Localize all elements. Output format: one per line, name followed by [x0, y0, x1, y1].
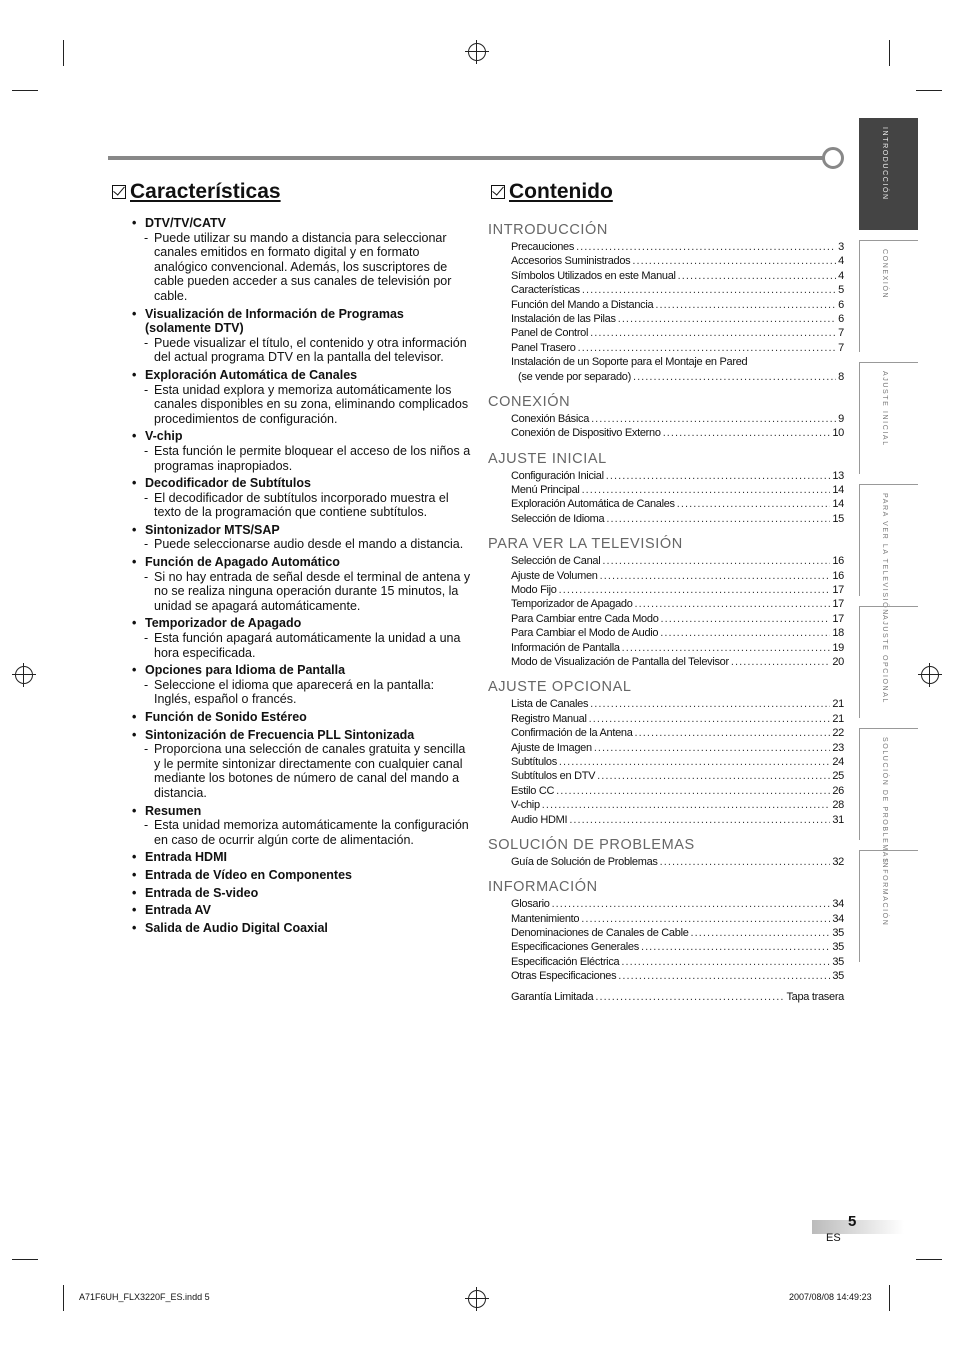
feature-item: [128, 804, 473, 848]
feature-title: • Salida de Audio Digital Coaxial: [128, 921, 473, 936]
toc-entry-page: 3: [838, 241, 844, 253]
toc-leader-dots: [559, 583, 831, 597]
toc-entry-label: Temporizador de Apagado: [511, 598, 633, 611]
feature-item: [128, 368, 473, 426]
contents-heading: [491, 180, 613, 204]
toc-entry[interactable]: [488, 283, 844, 297]
feature-item: [128, 886, 473, 901]
tab-label: INTRODUCCIÓN: [881, 127, 888, 201]
toc-entry-page: 23: [832, 741, 844, 754]
toc-entry[interactable]: [488, 912, 844, 926]
tab-conexion[interactable]: [859, 240, 918, 352]
feature-item: [128, 555, 473, 613]
language-code: ES: [826, 1232, 841, 1244]
toc-list: [488, 855, 844, 869]
toc-entry-page: 4: [838, 269, 844, 282]
toc-entry[interactable]: [488, 554, 844, 568]
toc-entry[interactable]: [488, 784, 844, 798]
toc-section-heading: INFORMACIÓN: [488, 879, 598, 896]
feature-description: - Puede utilizar su mando a distancia para seleccionar canales emitidos en formato digital y en formato analógico convencional. Además, los suscriptores de cable pueden acceder a sus canales de televisión por cable.: [128, 231, 473, 304]
toc-entry-page: 16: [832, 569, 844, 582]
toc-leader-dots: [552, 897, 831, 911]
toc-entry[interactable]: [488, 412, 844, 426]
feature-item: [128, 868, 473, 883]
feature-item: [128, 710, 473, 725]
toc-entry-page: 26: [832, 784, 844, 797]
toc-entry-label: Información de Pantalla: [511, 641, 620, 654]
feature-title: • V-chip: [128, 429, 473, 444]
toc-leader-dots: [582, 283, 836, 297]
toc-entry-label: Confirmación de la Antena: [511, 727, 633, 740]
toc-entry-label: Registro Manual: [511, 712, 587, 725]
toc-entry[interactable]: [488, 569, 844, 583]
toc-leader-dots: [660, 626, 830, 640]
tab-introduccion[interactable]: [859, 118, 918, 230]
feature-item: [128, 728, 473, 801]
toc-leader-dots: [661, 612, 831, 626]
toc-entry-label: Ajuste de Imagen: [511, 741, 592, 754]
toc-leader-dots: [602, 554, 830, 568]
toc-entry[interactable]: [488, 926, 844, 940]
toc-entry[interactable]: [488, 969, 844, 983]
toc-entry-label: Glosario: [511, 898, 550, 911]
tab-informacion[interactable]: [859, 850, 918, 962]
toc-entry-label: Símbolos Utilizados en este Manual: [511, 269, 676, 282]
toc-entry-page: 14: [832, 498, 844, 511]
toc-entry-label: Instalación de un Soporte para el Montaje en Pared: [511, 356, 748, 369]
toc-entry[interactable]: [488, 355, 844, 369]
toc-leader-dots: [581, 912, 830, 926]
feature-title: • Función de Apagado Automático: [128, 555, 473, 570]
toc-entry-page: 6: [838, 298, 844, 311]
feature-title: • Entrada HDMI: [128, 850, 473, 865]
feature-title: • Entrada AV: [128, 903, 473, 918]
tab-ajuste-opcional[interactable]: [859, 606, 918, 718]
toc-entry-page: 21: [832, 712, 844, 725]
crop-mark: [63, 40, 64, 66]
feature-title: • Resumen: [128, 804, 473, 819]
toc-entry-page: 25: [832, 770, 844, 783]
toc-leader-dots: [618, 969, 830, 983]
toc-entry-label: Estilo CC: [511, 784, 555, 797]
toc-entry-page: 34: [832, 898, 844, 911]
toc-entry[interactable]: [488, 426, 844, 440]
toc-entry-page: 8: [838, 370, 844, 383]
toc-leader-dots: [660, 855, 831, 869]
toc-entry[interactable]: [488, 641, 844, 655]
toc-entry-page: 16: [832, 555, 844, 568]
toc-entry[interactable]: [488, 612, 844, 626]
toc-entry[interactable]: [488, 626, 844, 640]
footer-date: 2007/08/08 14:49:23: [789, 1292, 872, 1302]
toc-entry-label: Modo Fijo: [511, 584, 557, 597]
toc-list: [488, 240, 844, 384]
toc-entry-label: Precauciones: [511, 241, 575, 253]
toc-leader-dots: [589, 712, 831, 726]
toc-entry-label: Exploración Automática de Canales: [511, 498, 675, 511]
toc-entry-label: Garantía Limitada: [511, 990, 594, 1003]
toc-entry-label: Configuración Inicial: [511, 469, 604, 482]
toc-entry-page: 13: [832, 469, 844, 482]
registration-mark-icon: [468, 1290, 486, 1308]
toc-entry[interactable]: [488, 990, 844, 1004]
feature-item: [128, 903, 473, 918]
toc-entry[interactable]: [488, 341, 844, 355]
toc-entry-label: Guía de Solución de Problemas: [511, 855, 658, 868]
feature-title: • Opciones para Idioma de Pantalla: [128, 663, 473, 678]
toc-entry-label: Panel Trasero: [511, 341, 576, 354]
toc-section-heading: PARA VER LA TELEVISIÓN: [488, 536, 683, 553]
toc-entry-page: 18: [832, 627, 844, 640]
toc-entry-label: Instalación de las Pilas: [511, 312, 616, 325]
toc-list: [488, 897, 844, 1004]
tab-label: INFORMACIÓN: [881, 859, 888, 927]
toc-entry-label: Modo de Visualización de Pantalla del Televisor: [511, 655, 729, 668]
toc-entry-page: 34: [832, 912, 844, 925]
feature-item: [128, 850, 473, 865]
toc-entry[interactable]: [488, 798, 844, 812]
toc-list: [488, 469, 844, 527]
toc-entry-page: 10: [832, 427, 844, 440]
toc-entry-label: Función del Mando a Distancia: [511, 298, 654, 311]
toc-entry-page: 19: [832, 641, 844, 654]
toc-entry[interactable]: [488, 940, 844, 954]
tab-label: SOLUCIÓN DE PROBLEMAS: [881, 737, 888, 865]
header-rule: [108, 156, 828, 160]
toc-entry-page: 21: [832, 698, 844, 711]
toc-entry-label: Denominaciones de Canales de Cable: [511, 927, 689, 940]
toc-entry-page: 5: [838, 284, 844, 297]
toc-entry-page: 15: [832, 512, 844, 525]
feature-item: [128, 616, 473, 660]
toc-entry-label: Otras Especificaciones: [511, 970, 617, 983]
toc-entry-page: 17: [832, 598, 844, 611]
toc-entry-page: Tapa trasera: [786, 990, 844, 1003]
toc-leader-dots: [597, 769, 830, 783]
toc-entry[interactable]: [488, 897, 844, 911]
toc-list: [488, 697, 844, 827]
feature-description: - Esta unidad memoriza automáticamente la configuración en caso de ocurrir algún corte de alimentación.: [128, 818, 473, 847]
crop-mark: [916, 1259, 942, 1260]
feature-description: - El decodificador de subtítulos incorporado muestra el texto de la programación que contiene subtítulos.: [128, 491, 473, 520]
tab-solucion-de-problemas[interactable]: [859, 728, 918, 865]
toc-entry-page: 32: [832, 855, 844, 868]
toc-entry-label: Conexión Básica: [511, 412, 590, 425]
feature-title: • Visualización de Información de Programas (solamente DTV): [128, 307, 473, 336]
crop-mark: [889, 40, 890, 66]
toc-entry[interactable]: [488, 370, 844, 384]
toc-entry-page: 14: [832, 484, 844, 497]
side-tabs: [859, 118, 918, 972]
features-title: Características: [130, 180, 281, 203]
toc-leader-dots: [591, 412, 836, 426]
feature-title: • Entrada de Vídeo en Componentes: [128, 868, 473, 883]
toc-section-heading: SOLUCIÓN DE PROBLEMAS: [488, 836, 695, 853]
toc-entry-label: Características: [511, 284, 580, 297]
toc-entry-page: 6: [838, 312, 844, 325]
toc-entry-label: Subtítulos: [511, 755, 557, 768]
toc-leader-dots: [569, 813, 830, 827]
registration-mark-icon: [15, 666, 33, 684]
toc-entry[interactable]: [488, 254, 844, 268]
feature-item: [128, 307, 473, 365]
toc-entry[interactable]: [488, 769, 844, 783]
toc-leader-dots: [678, 269, 837, 283]
feature-item: [128, 429, 473, 473]
toc-entry[interactable]: [488, 240, 844, 254]
feature-title: • Función de Sonido Estéreo: [128, 710, 473, 725]
feature-title: • Entrada de S-video: [128, 886, 473, 901]
toc-entry[interactable]: [488, 813, 844, 827]
toc-entry-page: 31: [832, 813, 844, 826]
toc-entry-page: 7: [838, 341, 844, 354]
feature-description: - Seleccione el idioma que aparecerá en la pantalla: Inglés, español o francés.: [128, 678, 473, 707]
toc-entry[interactable]: [488, 469, 844, 483]
toc-leader-dots: [677, 497, 831, 511]
toc-entry-page: 22: [832, 727, 844, 740]
feature-title: • Sintonización de Frecuencia PLL Sintonizada: [128, 728, 473, 743]
toc-entry-label: Lista de Canales: [511, 698, 589, 711]
toc-leader-dots: [582, 483, 831, 497]
toc-leader-dots: [606, 512, 830, 526]
toc-entry-label: Mantenimiento: [511, 912, 580, 925]
toc-entry-label: V-chip: [511, 799, 540, 812]
toc-entry[interactable]: [488, 741, 844, 755]
tab-label: CONEXIÓN: [881, 249, 888, 300]
toc-leader-dots: [590, 326, 836, 340]
toc-entry[interactable]: [488, 755, 844, 769]
checkbox-icon: [491, 185, 505, 199]
crop-mark: [916, 90, 942, 91]
tab-label: AJUSTE OPCIONAL: [881, 615, 888, 704]
toc-leader-dots: [542, 798, 831, 812]
toc-entry-label: Selección de Canal: [511, 555, 601, 568]
feature-description: - Esta función le permite bloquear el acceso de los niños a programas inapropiados.: [128, 444, 473, 473]
features-heading: [112, 180, 281, 204]
feature-description: - Esta unidad explora y memoriza automáticamente los canales disponibles en su zona, eliminando complicados procedimientos de configuración.: [128, 383, 473, 427]
toc-entry[interactable]: [488, 497, 844, 511]
toc-list: [488, 554, 844, 669]
crop-mark: [889, 1285, 890, 1311]
toc-entry[interactable]: [488, 726, 844, 740]
toc-entry-label: Panel de Control: [511, 327, 589, 340]
feature-description: - Si no hay entrada de señal desde el terminal de antena y no se realiza ninguna operación durante 15 minutos, la unidad se apagará automáticamente.: [128, 570, 473, 614]
contents-title: Contenido: [509, 180, 613, 203]
toc-entry-page: 20: [832, 655, 844, 668]
toc-leader-dots: [576, 240, 836, 254]
crop-mark: [12, 1259, 38, 1260]
checkbox-icon: [112, 185, 126, 199]
toc-entry[interactable]: [488, 512, 844, 526]
toc-leader-dots: [663, 426, 831, 440]
toc-entry[interactable]: [488, 597, 844, 611]
feature-description: - Puede seleccionarse audio desde el mando a distancia.: [128, 537, 473, 552]
toc-entry-label: Ajuste de Volumen: [511, 569, 598, 582]
table-of-contents: [488, 220, 844, 1012]
toc-leader-dots: [556, 784, 830, 798]
toc-entry-label: Para Cambiar el Modo de Audio: [511, 627, 659, 640]
toc-leader-dots: [633, 370, 836, 384]
toc-entry-page: 35: [832, 970, 844, 983]
toc-entry[interactable]: [488, 583, 844, 597]
toc-entry-label: Conexión de Dispositivo Externo: [511, 427, 661, 440]
feature-title: • Sintonizador MTS/SAP: [128, 523, 473, 538]
features-list: [128, 216, 473, 938]
toc-entry-page: 17: [832, 584, 844, 597]
toc-list: [488, 412, 844, 441]
toc-entry-page: 17: [832, 612, 844, 625]
toc-entry-label: Especificaciones Generales: [511, 941, 639, 954]
toc-entry[interactable]: [488, 483, 844, 497]
toc-entry-label: Accesorios Suministrados: [511, 255, 631, 268]
toc-entry-label: Audio HDMI: [511, 813, 568, 826]
tab-ajuste-inicial[interactable]: [859, 362, 918, 474]
toc-entry-label: (se vende por separado): [518, 370, 631, 383]
toc-entry-label: Para Cambiar entre Cada Modo: [511, 612, 659, 625]
registration-mark-icon: [468, 43, 486, 61]
toc-leader-dots: [590, 697, 830, 711]
toc-entry-page: 24: [832, 755, 844, 768]
toc-leader-dots: [618, 312, 836, 326]
feature-item: [128, 523, 473, 552]
footer-file: A71F6UH_FLX3220F_ES.indd 5: [79, 1292, 210, 1302]
feature-item: [128, 921, 473, 936]
feature-item: [128, 663, 473, 707]
toc-entry[interactable]: [488, 312, 844, 326]
toc-section-heading: INTRODUCCIÓN: [488, 222, 608, 238]
toc-leader-dots: [578, 341, 837, 355]
toc-leader-dots: [595, 990, 784, 1004]
toc-entry-page: 9: [838, 412, 844, 425]
feature-description: - Proporciona una selección de canales gratuita y sencilla y le permite sintonizar directamente con cualquier canal mediante los botones de número de canal del mando a distancia.: [128, 742, 473, 800]
feature-description: - Puede visualizar el título, el contenido y otra información del actual programa DTV en la pantalla del televisor.: [128, 336, 473, 365]
toc-entry-page: 28: [832, 799, 844, 812]
toc-leader-dots: [559, 755, 830, 769]
toc-entry-label: Subtítulos en DTV: [511, 770, 596, 783]
toc-section-heading: AJUSTE OPCIONAL: [488, 679, 632, 696]
toc-leader-dots: [600, 569, 831, 583]
toc-entry[interactable]: [488, 697, 844, 711]
toc-entry[interactable]: [488, 326, 844, 340]
registration-mark-icon: [921, 666, 939, 684]
feature-item: [128, 216, 473, 304]
crop-mark: [63, 1285, 64, 1311]
toc-leader-dots: [641, 940, 830, 954]
toc-leader-dots: [655, 298, 836, 312]
crop-mark: [12, 90, 38, 91]
feature-description: - Esta función apagará automáticamente la unidad a una hora especificada.: [128, 631, 473, 660]
toc-entry-page: 4: [838, 255, 844, 268]
tab-para-ver-la-television[interactable]: [859, 484, 918, 616]
header-circle-icon: [822, 147, 844, 169]
toc-entry[interactable]: [488, 298, 844, 312]
feature-title: • Temporizador de Apagado: [128, 616, 473, 631]
toc-entry[interactable]: [488, 655, 844, 669]
toc-section-heading: AJUSTE INICIAL: [488, 450, 607, 467]
toc-entry-page: 7: [838, 327, 844, 340]
toc-entry[interactable]: [488, 269, 844, 283]
toc-leader-dots: [622, 641, 831, 655]
toc-entry[interactable]: [488, 855, 844, 869]
toc-entry-label: Menú Principal: [511, 484, 580, 497]
toc-leader-dots: [606, 469, 831, 483]
toc-entry[interactable]: [488, 955, 844, 969]
toc-leader-dots: [691, 926, 831, 940]
feature-item: [128, 476, 473, 520]
toc-entry-label: Especificación Eléctrica: [511, 955, 620, 968]
tab-label: PARA VER LA TELEVISIÓN: [881, 493, 888, 616]
tab-label: AJUSTE INICIAL: [881, 371, 888, 447]
toc-leader-dots: [635, 726, 831, 740]
toc-leader-dots: [621, 955, 830, 969]
toc-leader-dots: [635, 597, 831, 611]
toc-entry-page: 35: [832, 941, 844, 954]
toc-entry-label: Selección de Idioma: [511, 512, 605, 525]
toc-leader-dots: [632, 254, 836, 268]
toc-entry-page: 35: [832, 927, 844, 940]
page-number: 5: [848, 1213, 857, 1230]
toc-leader-dots: [594, 741, 831, 755]
toc-entry[interactable]: [488, 712, 844, 726]
toc-section-heading: CONEXIÓN: [488, 393, 571, 410]
toc-leader-dots: [731, 655, 830, 669]
feature-title: • Exploración Automática de Canales: [128, 368, 473, 383]
feature-title: • Decodificador de Subtítulos: [128, 476, 473, 491]
toc-entry-page: 35: [832, 955, 844, 968]
feature-title: • DTV/TV/CATV: [128, 216, 473, 231]
